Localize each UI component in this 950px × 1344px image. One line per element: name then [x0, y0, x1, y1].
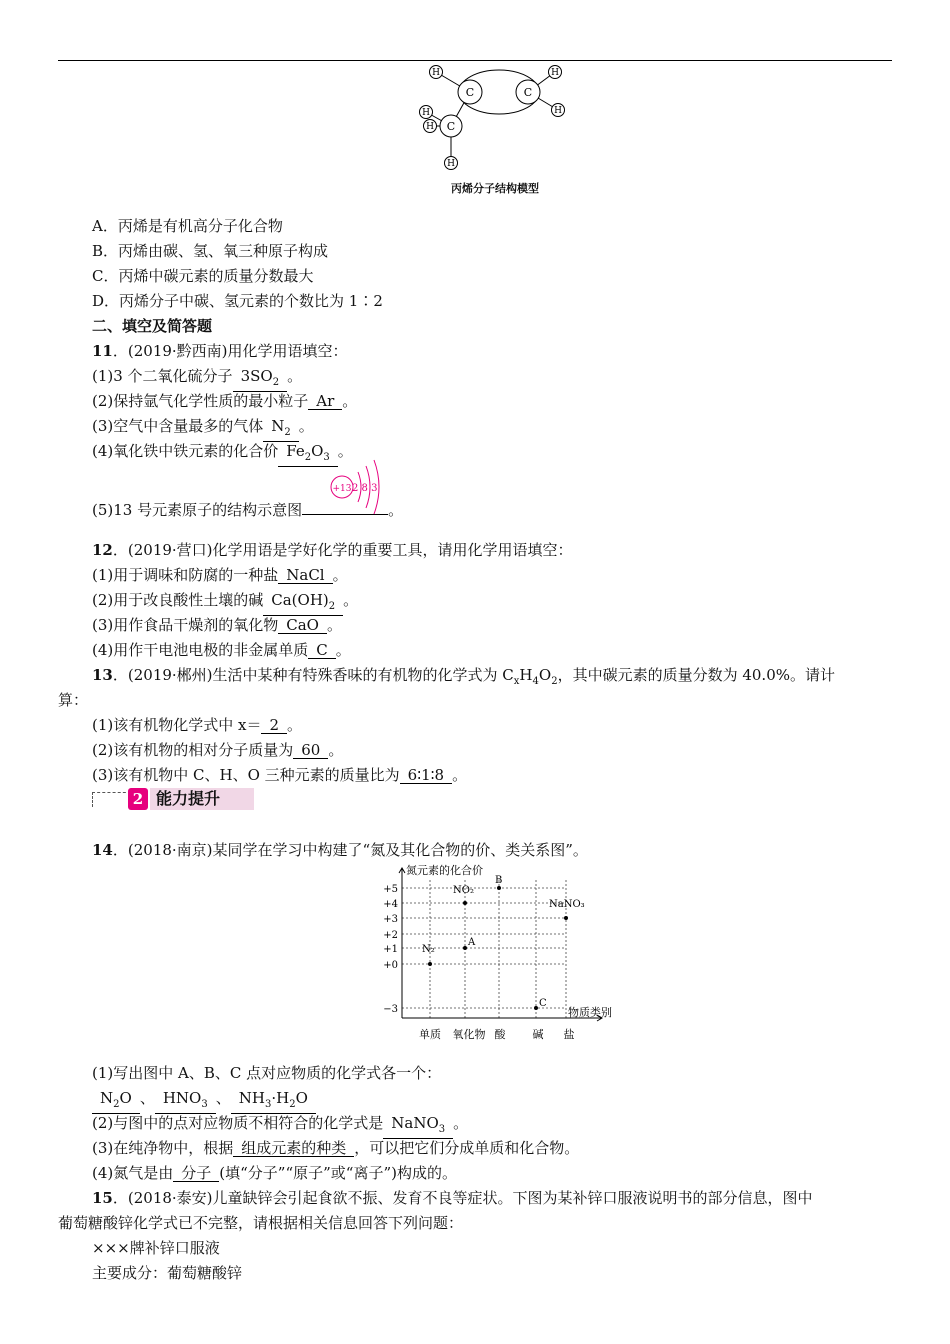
nitrogen-valence-chart [372, 858, 642, 1050]
y-axis-title: 氮元素的化合价 [406, 864, 483, 877]
answer-blank: $N_2$ [263, 418, 299, 442]
q13-part2: (2)该有机物的相对分子质量为 60 。 [92, 741, 344, 759]
answer-blank: Ar [308, 393, 342, 410]
svg-text:H: H [554, 106, 562, 116]
hydrogen-atom [420, 106, 433, 119]
svg-text:+13: +13 [332, 484, 352, 494]
q13-stem-cont: 算： [58, 691, 89, 709]
data-point [534, 1006, 538, 1010]
carbon-atom [458, 80, 482, 104]
q12-stem: 12．(2019·营口)化学用语是学好化学的重要工具，请用化学用语填空： [92, 541, 573, 559]
answer-blank: NaCl [278, 567, 332, 584]
x-tick-label: 单质 [419, 1028, 441, 1041]
answer-blank: CaO [278, 617, 327, 634]
section-badge: 2 能力提升 [92, 788, 254, 810]
q11-part1: (1)3 个二氧化硫分子 $3SO_2$ 。 [92, 366, 302, 392]
answer-blank: 组成元素的种类 [233, 1140, 354, 1157]
answer-blank: NaNO$_3$ [383, 1115, 453, 1139]
y-tick-label: +0 [383, 960, 398, 971]
svg-text:H: H [426, 122, 434, 132]
q14-part1: (1)写出图中 A、B、C 点对应物质的化学式各一个： [92, 1064, 442, 1082]
q15-stem: 15．(2018·泰安)儿童缺锌会引起食欲不振、发育不良等症状。下图为某补锌口服液说明书的部分信息，图中 [92, 1189, 813, 1207]
product-name: ×××牌补锌口服液 [92, 1239, 220, 1257]
x-tick-label: 盐 [563, 1028, 575, 1041]
q14-part2: (2)与图中的点对应物质不相符合的化学式是 NaNO$_3$ 。 [92, 1113, 468, 1139]
answer-blank: $N_2O$ [92, 1090, 140, 1114]
data-point [463, 946, 467, 950]
atom-structure-diagram [328, 458, 386, 516]
hydrogen-atom [549, 66, 562, 79]
option-c: C．丙烯中碳元素的质量分数最大 [92, 267, 314, 285]
svg-text:C: C [446, 120, 456, 133]
data-label: NaNO₃ [549, 899, 585, 910]
q13-part3: (3)该有机物中 C、H、O 三种元素的质量比为 6∶1∶8 。 [92, 766, 468, 784]
data-label: B [495, 875, 503, 886]
y-tick-label: +4 [383, 899, 398, 910]
y-tick-label: +2 [383, 930, 398, 941]
option-b: B．丙烯由碳、氢、氧三种原子构成 [92, 242, 329, 260]
q12-part4: (4)用作干电池电极的非金属单质 C 。 [92, 641, 351, 659]
data-point [463, 901, 467, 905]
q14-part4: (4)氮气是由 分子 (填“分子”“原子”或“离子”)构成的。 [92, 1164, 457, 1182]
option-d: D．丙烯分子中碳、氢元素的个数比为 1∶2 [92, 292, 383, 310]
answer-blank: $3SO_2$ [233, 368, 288, 392]
q14-stem: 14．(2018·南京)某同学在学习中构建了“氮及其化合物的价、类关系图”。 [92, 841, 588, 859]
hydrogen-atom [430, 66, 443, 79]
q15-stem-cont: 葡萄糖酸锌化学式已不完整，请根据相关信息回答下列问题： [58, 1214, 464, 1232]
answer-blank: 分子 [173, 1165, 219, 1182]
x-axis-title: 物质类别 [568, 1006, 612, 1019]
data-point [564, 916, 568, 920]
hydrogen-atom [552, 104, 565, 117]
answer-blank: 60 [293, 742, 328, 759]
x-tick-label: 氧化物 [452, 1028, 486, 1041]
y-tick-label: +5 [383, 884, 398, 895]
data-label: A [468, 937, 476, 948]
q13-part1: (1)该有机物化学式中 x＝ 2 。 [92, 716, 303, 734]
hydrogen-atom [424, 120, 437, 133]
q11-part4: (4)氧化铁中铁元素的化合价 $Fe_2O_3$ 。 [92, 441, 353, 467]
q14-part3: (3)在纯净物中，根据 组成元素的种类 ，可以把它们分成单质和化合物。 [92, 1139, 580, 1157]
svg-text:C: C [465, 86, 475, 99]
figure-caption: 丙烯分子结构模型 [451, 182, 539, 195]
carbon-atom [516, 80, 540, 104]
q12-part2: (2)用于改良酸性土壤的碱 $Ca(OH)_2$ 。 [92, 590, 358, 616]
x-tick-label: 酸 [494, 1028, 506, 1041]
q11-part2: (2)保持氩气化学性质的最小粒子 Ar 。 [92, 392, 358, 410]
q11-part5: (5)13 号元素原子的结构示意图 。 [92, 501, 404, 519]
data-label: NO₂ [453, 885, 474, 896]
header-rule [58, 60, 892, 61]
section-title: 二、填空及简答题 [92, 317, 213, 335]
answer-blank: $HNO_3$ [155, 1090, 216, 1114]
hydrogen-atom [445, 157, 458, 170]
answer-blank: $NH_3\cdot H_2O$ [231, 1090, 316, 1114]
answer-blank: C [308, 642, 335, 659]
data-label: C [539, 998, 547, 1009]
product-ingredient: 主要成分：葡萄糖酸锌 [92, 1264, 243, 1282]
answer-blank: 2 [261, 717, 287, 734]
q11-part3: (3)空气中含量最多的气体 $N_2$ 。 [92, 416, 314, 442]
svg-text:H: H [447, 159, 455, 169]
svg-text:C: C [523, 86, 533, 99]
carbon-atom [440, 115, 462, 137]
svg-text:H: H [551, 68, 559, 78]
answer-blank: 6∶1∶8 [400, 767, 452, 784]
q14-part1-answers: $N_2O$ 、 $HNO_3$ 、 $NH_3\cdot H_2O$ [92, 1088, 316, 1114]
svg-text:2 8 3: 2 8 3 [352, 483, 378, 494]
option-a: A．丙烯是有机高分子化合物 [92, 217, 283, 235]
q12-part1: (1)用于调味和防腐的一种盐 NaCl 。 [92, 566, 348, 584]
q11-stem: 11．(2019·黔西南)用化学用语填空： [92, 342, 348, 360]
data-point [428, 962, 432, 966]
propene-model-figure [410, 62, 570, 178]
q13-stem: 13．(2019·郴州)生活中某种有特殊香味的有机物的化学式为 $C_xH_4O_2$，其中碳元素的质量分数为 40.0%。请计 [92, 666, 835, 687]
answer-blank: $Fe_2O_3$ [278, 443, 338, 467]
q12-part3: (3)用作食品干燥剂的氧化物 CaO 。 [92, 616, 342, 634]
data-label: N₂ [422, 944, 435, 955]
y-tick-label: +3 [383, 914, 398, 925]
y-tick-label: +1 [383, 944, 398, 955]
y-tick-label: −3 [383, 1004, 398, 1015]
answer-blank: $Ca(OH)_2$ [263, 592, 343, 616]
svg-text:H: H [432, 68, 440, 78]
x-tick-label: 碱 [532, 1028, 544, 1041]
data-point [497, 886, 501, 890]
svg-text:H: H [422, 108, 430, 118]
